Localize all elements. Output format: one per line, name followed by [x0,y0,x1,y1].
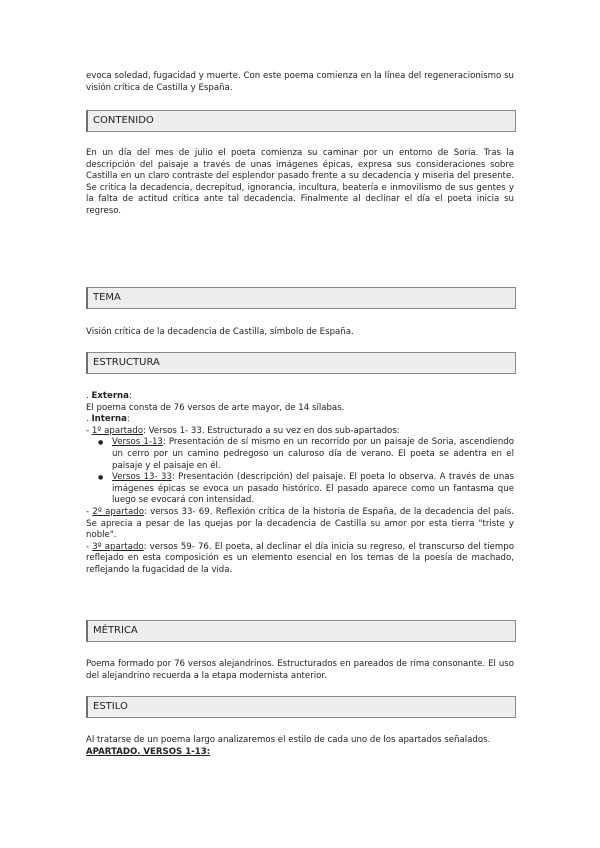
intro-text: evoca soledad, fugacidad y muerte. Con este poema comienza en la línea del regeneracionismo su visión crítica de Castilla y España. [86,71,514,93]
externa-label: Externa [91,391,129,401]
section-heading-metrica: MÉTRICA [86,620,516,642]
tema-text: Visión crítica de la decadencia de Castilla, símbolo de España. [86,327,354,337]
estilo-text: Al tratarse de un poema largo analizaremos el estilo de cada uno de los apartados señalados. [86,735,491,745]
apartado-2-label: 2º apartado [92,506,144,517]
section-heading-estilo: ESTILO [86,696,516,718]
list-item: ● Versos 1-13: Presentación de sí mismo en un recorrido por un paisaje de Soria, ascendiendo un cerro por un camino pedregoso un caluroso día de verano. El poeta se adentra en el paisaje y el paisaje en él. [112,437,514,472]
section-heading-contenido: CONTENIDO [86,110,516,132]
sub-apartado-1-label: Versos 1-13 [112,437,163,448]
sub-apartado-2-label: Versos 13- 33 [112,472,172,483]
externa-text: El poema consta de 76 versos de arte mayor, de 14 sílabas. [86,402,345,413]
list-item: ● Versos 13- 33: Presentación (descripción) del paisaje. El poeta lo observa. A través de unas imágenes épicas se evoca un pasado histórico. El pasado aparece como un fantasma que luego se evocará con intensidad. [112,472,514,507]
section-heading-estructura: ESTRUCTURA [86,352,516,374]
externa-line: . Externa: [86,391,132,401]
sub-apartados-list [86,437,514,507]
interna-label: Interna [91,414,127,425]
apartado-3: - 3º apartado: versos 59- 76. El poeta, al declinar el día inicia su regreso, el transcurso del tiempo reflejado en esta composición es un elemento esencial en los temas de la poesía de machado, reflejando la fugacidad de la vida. [86,541,514,575]
apartado-3-label: 3º apartado [92,541,144,552]
contenido-text: En un día del mes de julio el poeta comienza su caminar por un entorno de Soria. Tras la descripción del paisaje a través de unas imágenes épicas, expresa sus consideraciones sobre Castilla en un claro contraste del esplendor pasado frente a su decadencia y miseria del presente. Se critica la decadencia, decrepitud, ignorancia, incultura, beatería e inmovilismo de sus gentes y la falta de actitud crítica ante tal decadencia. Finalmente al declinar el día el poeta inicia su regreso. [86,148,514,216]
apartado-2: - 2º apartado: versos 33- 69. Reflexión crítica de la historia de España, de la decadencia del país. Se aprecia a pesar de las quejas por la decadencia de Castilla su amor por esta tierra "triste y noble". [86,506,514,541]
intro-paragraph [86,71,514,94]
estilo-subheading: APARTADO. VERSOS 1-13: [86,746,211,757]
estilo-body [86,735,514,758]
tema-body [86,327,514,339]
interna-line: . Interna: [86,414,130,425]
metrica-body [86,659,514,682]
apartado-1: - 1º apartado: Versos 1- 33. Estructurado a su vez en dos sub-apartados: [86,425,400,436]
section-heading-tema: TEMA [86,287,516,309]
apartado-1-label: 1º apartado [91,425,143,436]
estructura-body [86,391,514,577]
metrica-text: Poema formado por 76 versos alejandrinos. Estructurados en pareados de rima consonante. El uso del alejandrino recuerda a la etapa modernista anterior. [86,659,514,681]
contenido-body [86,148,514,218]
